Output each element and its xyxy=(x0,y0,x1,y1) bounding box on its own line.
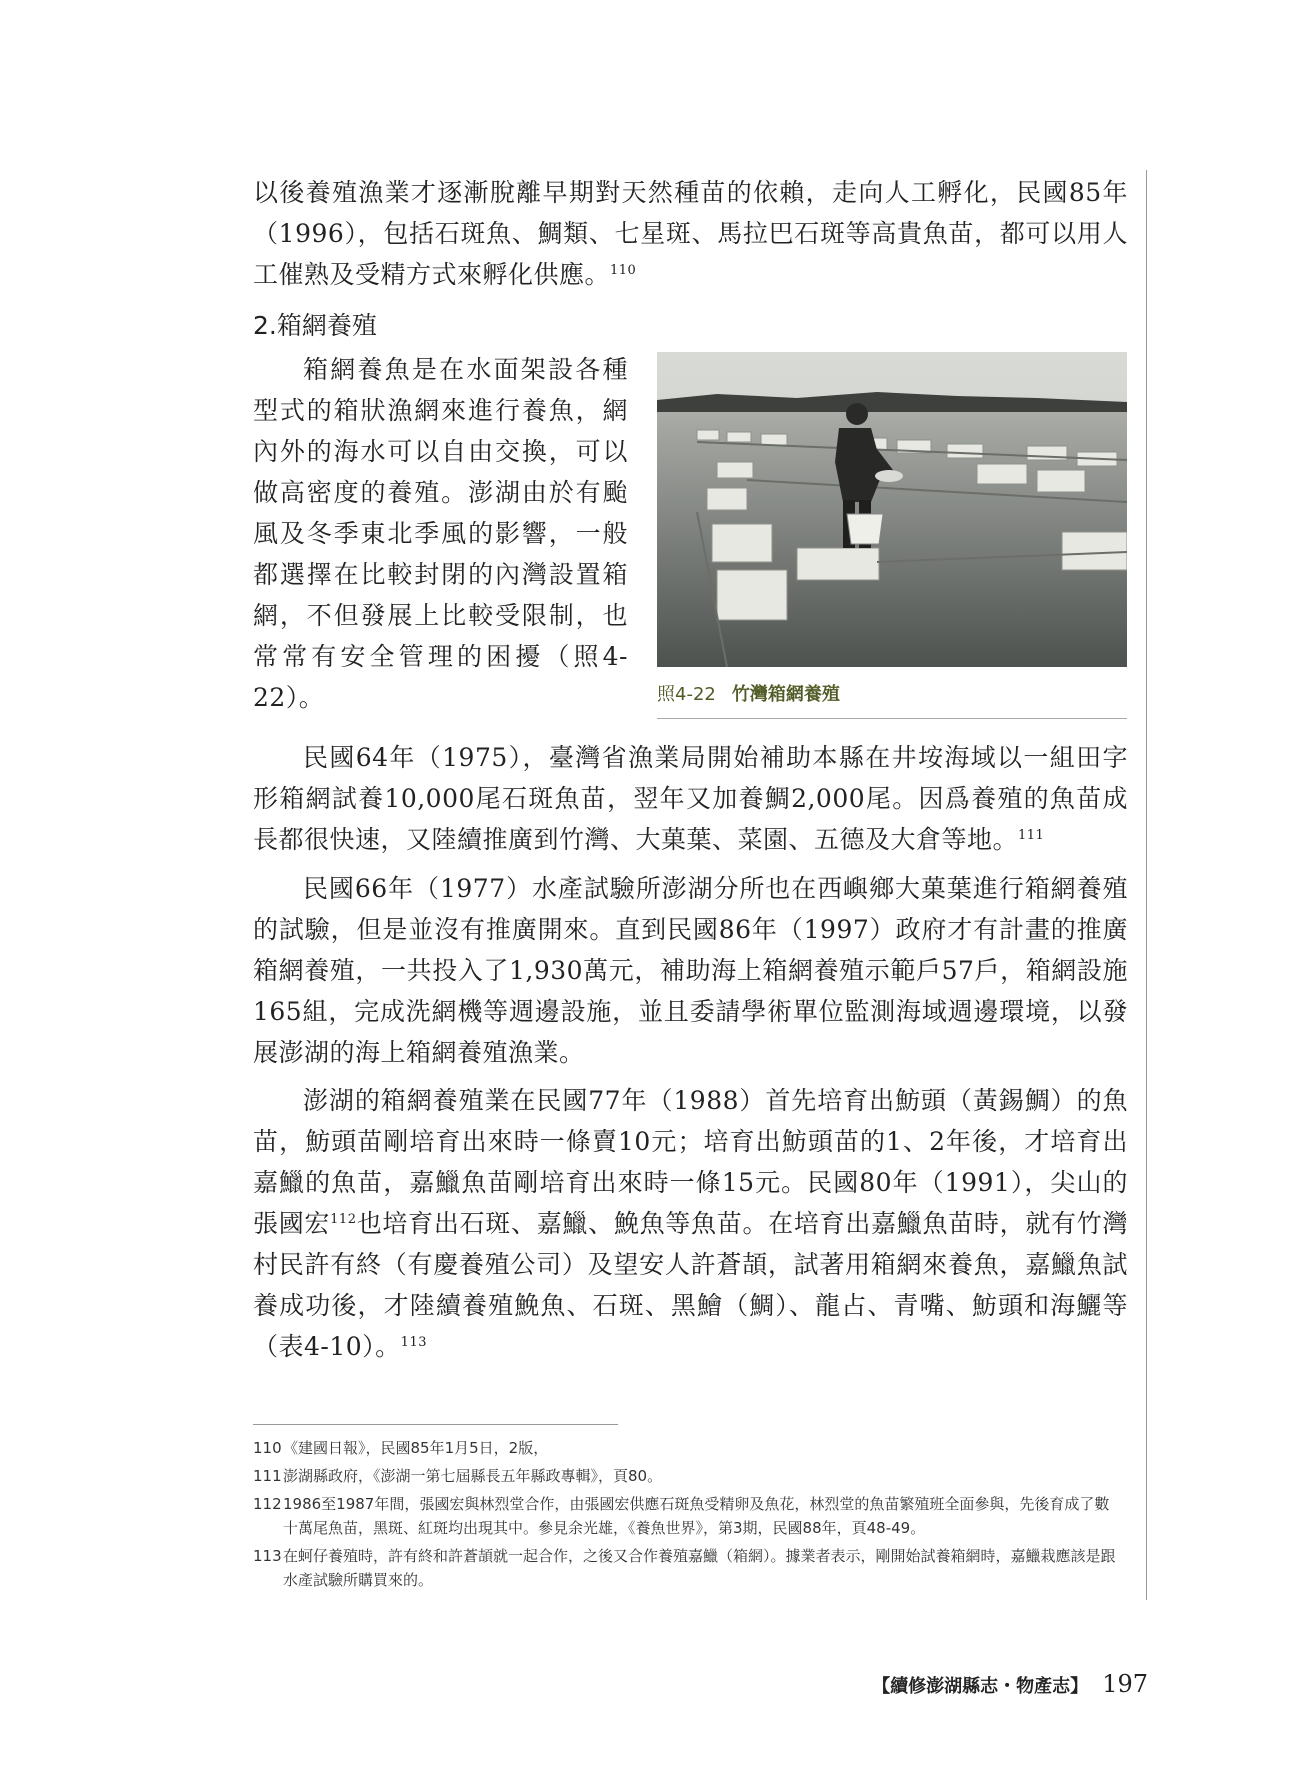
paragraph-5 xyxy=(253,1080,1128,1367)
footnote-ref-111: 111 xyxy=(1018,828,1045,843)
footnote-text: 1986至1987年間，張國宏與林烈堂合作，由張國宏供應石斑魚受精卵及魚花，林烈堂的魚苗繁殖班全面參與，先後育成了數十萬尾魚苗，黑斑、紅斑均出現其中。參見余光雄，《養魚世界》，第3期，民國88年，頁48-49。 xyxy=(283,1495,1110,1537)
photo-caption xyxy=(657,680,840,706)
footnote-text: 《建國日報》，民國85年1月5日，2版， xyxy=(283,1439,549,1457)
photo-caption-text: 竹灣箱網養殖 xyxy=(731,684,840,705)
footnote-number: 113 xyxy=(253,1547,282,1565)
footnote-110 xyxy=(253,1436,1128,1460)
footnote-ref-110: 110 xyxy=(610,263,637,278)
footnote-113 xyxy=(253,1544,1128,1592)
footnote-112 xyxy=(253,1492,1128,1540)
footnote-111 xyxy=(253,1464,1128,1488)
caption-divider xyxy=(657,718,1127,719)
paragraph-4: 民國66年（1977）水產試驗所澎湖分所也在西嶼鄉大菓葉進行箱網養殖的試驗，但是並沒有推廣開來。直到民國86年（1997）政府才有計畫的推廣箱網養殖，一共投入了1,930萬元，補助海上箱網養殖示範戶57戶，箱網設施165組，完成洗網機等週邊設施，並且委請學術單位監測海域週邊環境，以發展澎湖的海上箱網養殖漁業。 xyxy=(253,874,1128,1067)
paragraph-5-text-a: 澎湖的箱網養殖業在民國77年（1988）首先培育出魴頭（黃錫鯛）的魚苗，魴頭苗剛培育出來時一條賣10元；培育出魴頭苗的1、2年後，才培育出嘉鱲的魚苗，嘉鱲魚苗剛培育出來時一條15元。民國80年（1991），尖山的張國宏 xyxy=(253,1086,1128,1238)
footnote-number: 111 xyxy=(253,1467,282,1485)
footnotes xyxy=(253,1436,1128,1596)
paragraph-1 xyxy=(253,172,1128,295)
fish-farm-photo xyxy=(657,352,1127,667)
footnote-text: 澎湖縣政府，《澎湖一第七屆縣長五年縣政專輯》，頁80。 xyxy=(283,1467,663,1485)
footnote-ref-112: 112 xyxy=(330,1212,357,1227)
paragraph-1-text: 以後養殖漁業才逐漸脫離早期對天然種苗的依賴，走向人工孵化，民國85年（1996），包括石斑魚、鯛類、七星斑、馬拉巴石斑等高貴魚苗，都可以用人工催熟及受精方式來孵化供應。 xyxy=(253,178,1128,289)
paragraph-5-text-b: 也培育出石斑、嘉鱲、鮸魚等魚苗。在培育出嘉鱲魚苗時，就有竹灣村民許有終（有慶養殖公司）及望安人許蒼頡，試著用箱網來養魚，嘉鱲魚試養成功後，才陸續養殖鮸魚、石斑、黑鱠（鯛）、龍占、青嘴、魴頭和海鱺等（表4-10）。 xyxy=(253,1209,1128,1361)
paragraph-3 xyxy=(253,737,1128,860)
footnote-number: 110 xyxy=(253,1439,282,1457)
footnote-ref-113: 113 xyxy=(400,1335,427,1350)
footnote-number: 112 xyxy=(253,1495,282,1513)
footnote-text: 在蚵仔養殖時，許有終和許蒼頡就一起合作，之後又合作養殖嘉鱲（箱網）。據業者表示，剛開始試養箱網時，嘉鱲栽應該是跟水產試驗所購買來的。 xyxy=(283,1547,1116,1589)
paragraph-3-text: 民國64年（1975），臺灣省漁業局開始補助本縣在井垵海域以一組田字形箱網試養10,000尾石斑魚苗，翌年又加養鯛2,000尾。因爲養殖的魚苗成長都很快速，又陸續推廣到竹灣、大菓葉、菜園、五德及大倉等地。 xyxy=(253,743,1128,854)
book-title: 【續修澎湖縣志・物產志】 xyxy=(872,1676,1089,1697)
footnote-divider xyxy=(253,1424,618,1425)
page-footer xyxy=(872,1670,1148,1698)
photo-caption-number: 照4-22 xyxy=(657,684,716,705)
margin-rule xyxy=(1146,170,1147,1600)
page-number: 197 xyxy=(1102,1670,1148,1698)
fish-farm-illustration xyxy=(657,352,1127,667)
section-heading: 2.箱網養殖 xyxy=(253,311,377,340)
paragraph-2: 箱網養魚是在水面架設各種型式的箱狀漁網來進行養魚，網內外的海水可以自由交換，可以做高密度的養殖。澎湖由於有颱風及冬季東北季風的影響，一般都選擇在比較封閉的內灣設置箱網，不但發展上比較受限制，也常常有安全管理的困擾（照4-22）。 xyxy=(253,355,628,712)
